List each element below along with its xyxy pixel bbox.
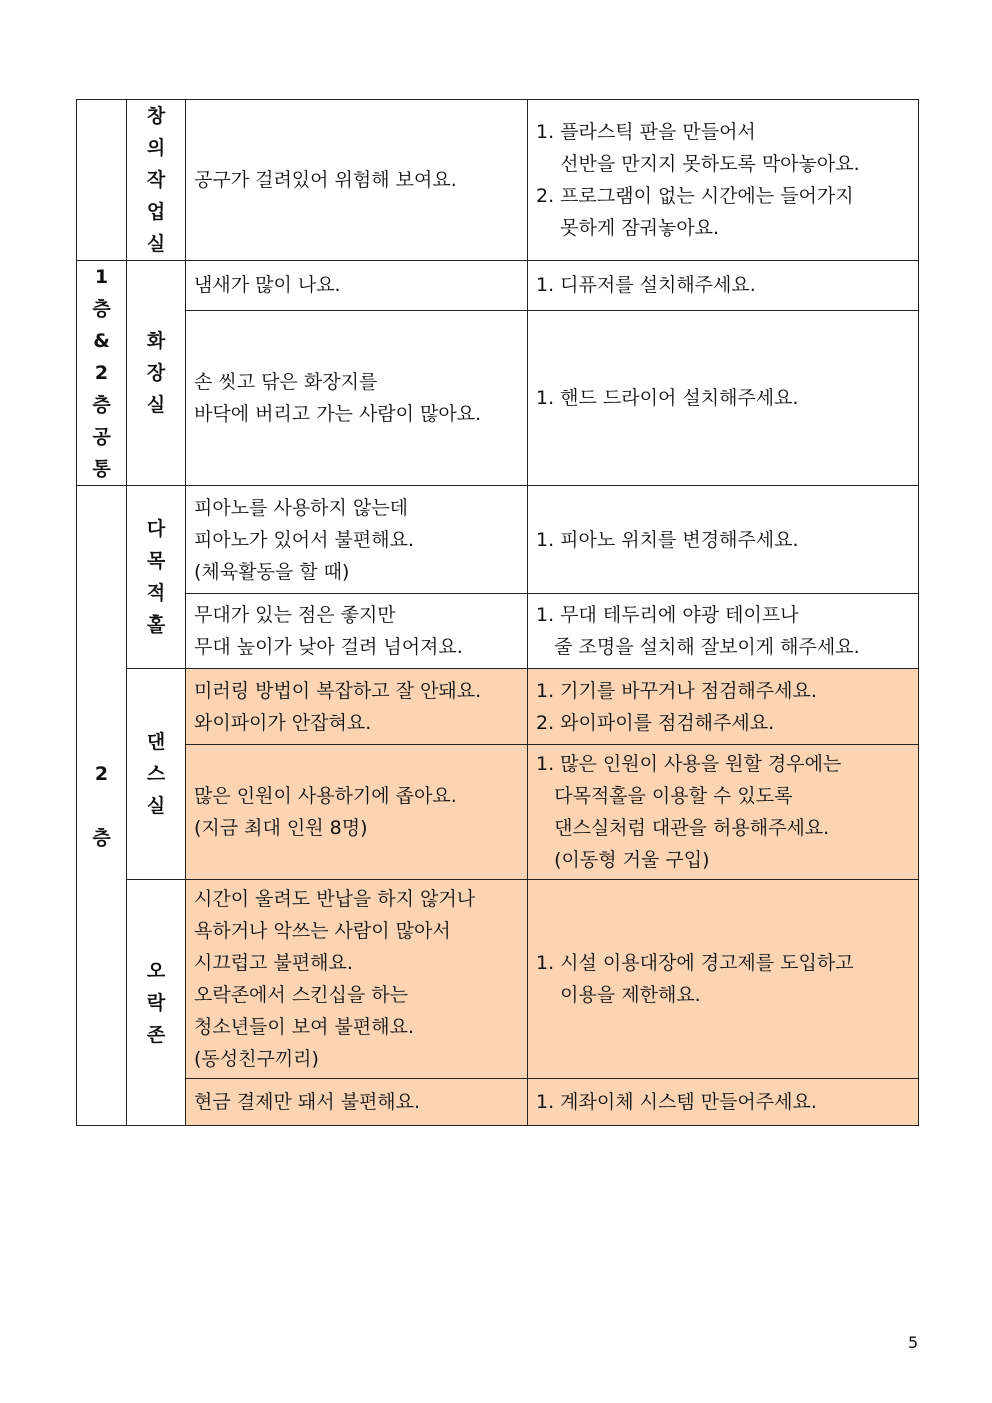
room-cell: 오락존	[127, 880, 186, 1126]
table-row	[77, 880, 919, 1079]
table-row	[77, 669, 919, 745]
facility-issues-table	[76, 99, 919, 1126]
issue-cell: 피아노를 사용하지 않는데 피아노가 있어서 불편해요. (체육활동을 할 때)	[186, 486, 528, 594]
issue-cell: 무대가 있는 점은 좋지만 무대 높이가 낮아 걸려 넘어져요.	[186, 594, 528, 669]
solution-cell: 1. 피아노 위치를 변경해주세요.	[528, 486, 919, 594]
issue-cell: 미러링 방법이 복잡하고 잘 안돼요. 와이파이가 안잡혀요.	[186, 669, 528, 745]
floor-cell	[77, 100, 127, 261]
solution-cell: 1. 플라스틱 판을 만들어서 선반을 만지지 못하도록 막아놓아요. 2. 프로그램이 없는 시간에는 들어가지 못하게 잠궈놓아요.	[528, 100, 919, 261]
solution-cell: 1. 기기를 바꾸거나 점검해주세요. 2. 와이파이를 점검해주세요.	[528, 669, 919, 745]
solution-cell: 1. 계좌이체 시스템 만들어주세요.	[528, 1079, 919, 1126]
room-cell: 화장실	[127, 261, 186, 486]
table-row	[77, 261, 919, 311]
room-cell: 댄스실	[127, 669, 186, 880]
issue-cell: 시간이 울려도 반납을 하지 않거나 욕하거나 악쓰는 사람이 많아서 시끄럽고 불편해요. 오락존에서 스킨십을 하는 청소년들이 보여 불편해요. (동성친구끼리)	[186, 880, 528, 1079]
floor-cell: 1층&2층공통	[77, 261, 127, 486]
table-row	[77, 594, 919, 669]
page-number: 5	[908, 1333, 919, 1352]
room-cell: 다목적홀	[127, 486, 186, 669]
issue-cell: 많은 인원이 사용하기에 좁아요. (지금 최대 인원 8명)	[186, 745, 528, 880]
solution-cell: 1. 무대 테두리에 야광 테이프나 줄 조명을 설치해 잘보이게 해주세요.	[528, 594, 919, 669]
solution-cell: 1. 시설 이용대장에 경고제를 도입하고 이용을 제한해요.	[528, 880, 919, 1079]
issue-cell: 공구가 걸려있어 위험해 보여요.	[186, 100, 528, 261]
floor-cell: 2층	[77, 486, 127, 1126]
table-row	[77, 1079, 919, 1126]
table-row	[77, 100, 919, 261]
issue-cell: 손 씻고 닦은 화장지를 바닥에 버리고 가는 사람이 많아요.	[186, 310, 528, 485]
table-row	[77, 486, 919, 594]
solution-cell: 1. 많은 인원이 사용을 원할 경우에는 다목적홀을 이용할 수 있도록 댄스실처럼 대관을 허용해주세요. (이동형 거울 구입)	[528, 745, 919, 880]
issue-cell: 냄새가 많이 나요.	[186, 261, 528, 311]
issue-cell: 현금 결제만 돼서 불편해요.	[186, 1079, 528, 1126]
table-row	[77, 745, 919, 880]
room-cell: 창의작업실	[127, 100, 186, 261]
solution-cell: 1. 디퓨저를 설치해주세요.	[528, 261, 919, 311]
table-row	[77, 310, 919, 485]
solution-cell: 1. 핸드 드라이어 설치해주세요.	[528, 310, 919, 485]
